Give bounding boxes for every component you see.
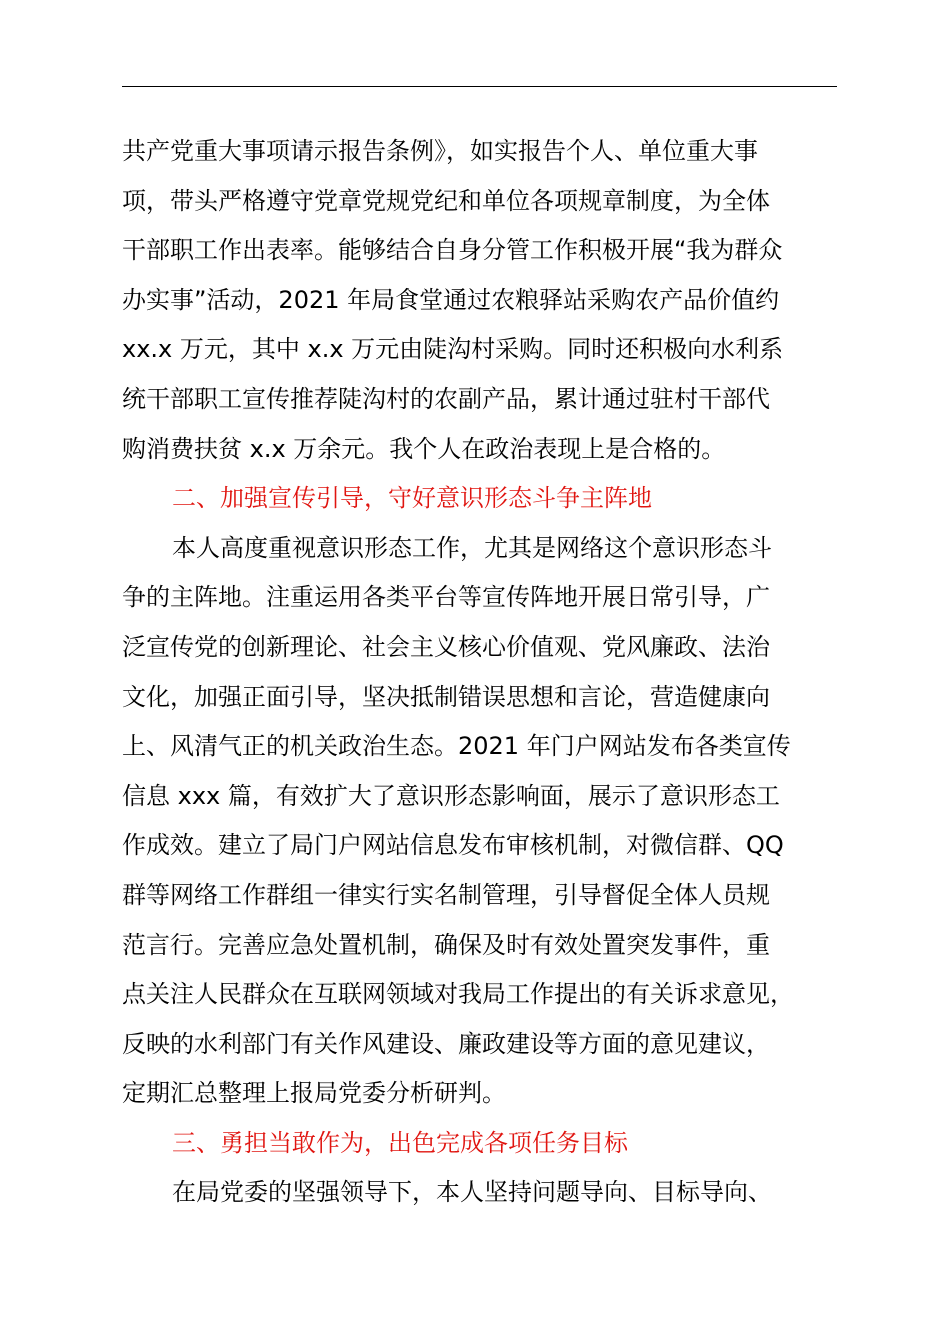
body-line: xx.x 万元，其中 x.x 万元由陡沟村采购。同时还积极向水利系: [122, 335, 784, 364]
document-body: [122, 127, 862, 1218]
body-line: 范言行。完善应急处置机制，确保及时有效处置突发事件，重: [122, 930, 770, 959]
body-line: 泛宣传党的创新理论、社会主义核心价值观、党风廉政、法治: [122, 632, 770, 661]
body-line: 本人高度重视意识形态工作，尤其是网络这个意识形态斗: [172, 533, 772, 562]
body-line: 项，带头严格遵守党章党规党纪和单位各项规章制度，为全体: [122, 186, 770, 215]
body-line: 定期汇总整理上报局党委分析研判。: [122, 1079, 506, 1108]
body-line: 争的主阵地。注重运用各类平台等宣传阵地开展日常引导，广: [122, 583, 770, 612]
body-line: 点关注人民群众在互联网领域对我局工作提出的有关诉求意见，: [122, 980, 794, 1009]
body-line: 信息 xxx 篇，有效扩大了意识形态影响面，展示了意识形态工: [122, 781, 780, 810]
body-line: 文化，加强正面引导，坚决抵制错误思想和言论，营造健康向: [122, 682, 770, 711]
body-line: 统干部职工宣传推荐陡沟村的农副产品，累计通过驻村干部代: [122, 384, 770, 413]
body-line: 上、风清气正的机关政治生态。2021 年门户网站发布各类宣传: [122, 732, 791, 761]
body-line: 反映的水利部门有关作风建设、廉政建设等方面的意见建议，: [122, 1029, 770, 1058]
body-line: 干部职工作出表率。能够结合自身分管工作积极开展“我为群众: [122, 236, 783, 265]
section-heading-2: 二、加强宣传引导，守好意识形态斗争主阵地: [172, 484, 652, 513]
header-rule: [122, 86, 837, 87]
body-line: 在局党委的坚强领导下，本人坚持问题导向、目标导向、: [172, 1178, 772, 1207]
body-line: 办实事”活动，2021 年局食堂通过农粮驿站采购农产品价值约: [122, 285, 780, 314]
body-line: 作成效。建立了局门户网站信息发布审核机制，对微信群、QQ: [122, 831, 784, 860]
body-line: 群等网络工作群组一律实行实名制管理，引导督促全体人员规: [122, 880, 770, 909]
section-heading-3: 三、勇担当敢作为，出色完成各项任务目标: [172, 1128, 628, 1157]
body-line: 购消费扶贫 x.x 万余元。我个人在政治表现上是合格的。: [122, 434, 726, 463]
body-line: 共产党重大事项请示报告条例》，如实报告个人、单位重大事: [122, 137, 758, 165]
